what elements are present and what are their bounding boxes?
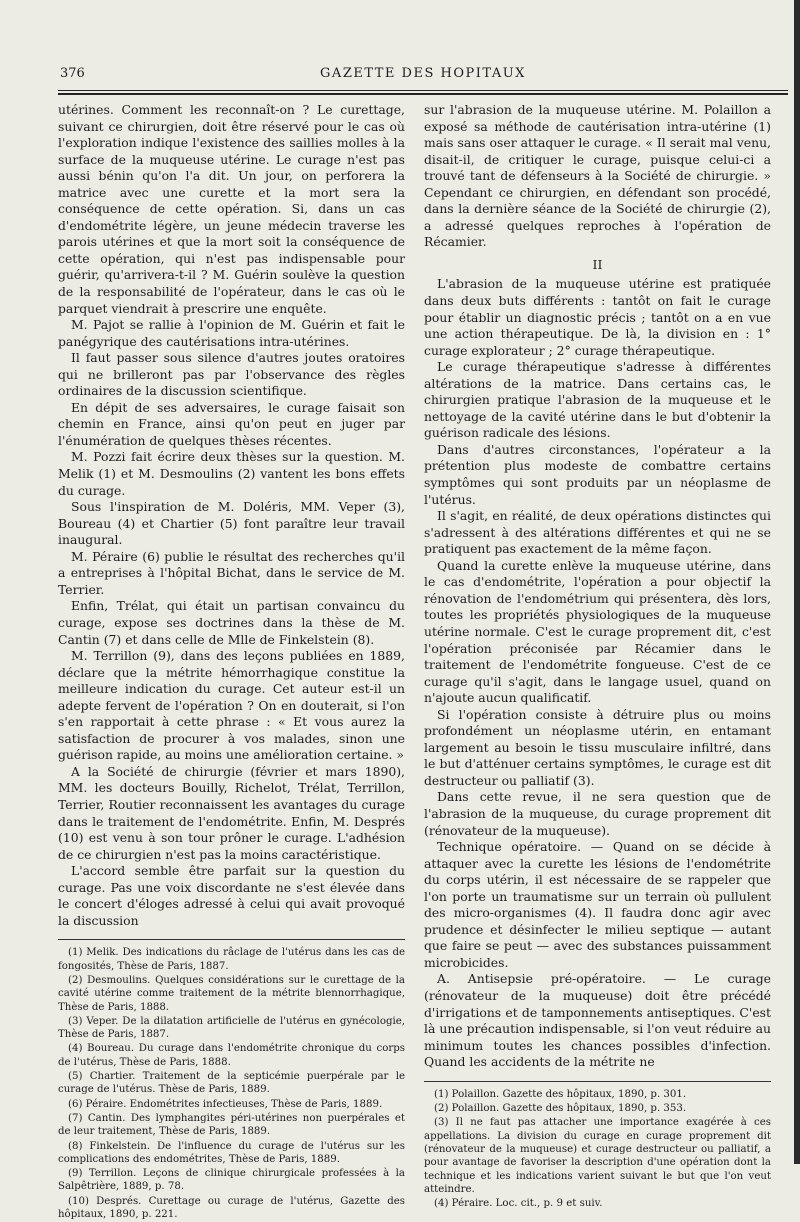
right-column [424,102,771,1211]
footnote: (10) Després. Curettage ou curage de l'utérus, Gazette des hôpitaux, 1890, p. 221. [58,1195,405,1220]
paragraph: M. Pozzi fait écrire deux thèses sur la question. M. Melik (1) et M. Desmoulins (2) vantent les bons effets du curage. [58,449,405,498]
paragraph: Le curage thérapeutique s'adresse à différentes altérations de la matrice. Dans certains cas, le chirurgien pratique l'abrasion de la muqueuse et le nettoyage de la cavité utérine dans le but d'obtenir la guérison radicale des lésions. [424,359,771,441]
footnote: (5) Chartier. Traitement de la septicémie puerpérale par le curage de l'utérus. Thèse de Paris, 1889. [58,1071,405,1096]
left-column [58,102,405,1222]
paragraph: A la Société de chirurgie (février et mars 1890), MM. les docteurs Bouilly, Richelot, Trélat, Terrillon, Terrier, Routier reconnaissent les avantages du curage dans le traitement de l'endométrite. Enfin, M. Després (10) est venu à son tour prôner le curage. L'adhésion de ce chirurgien n'est pas la moins caractéristique. [58,763,405,862]
footnote: (1) Melik. Des indications du râclage de l'utérus dans les cas de fongosités, Thèse de Paris, 1887. [58,947,405,972]
paragraph: L'abrasion de la muqueuse utérine est pratiquée dans deux buts différents : tantôt on fait le curage pour établir un diagnostic précis ; tantôt on a en vue une action thérapeutique. De là, la division en : 1° curage explorateur ; 2° curage thérapeutique. [424,276,771,358]
footnote: (7) Cantin. Des lymphangites péri-utérines non puerpérales et de leur traitement, Thèse de Paris, 1889. [58,1112,405,1138]
paragraph: M. Péraire (6) publie le résultat des recherches qu'il a entreprises à l'hôpital Bichat, dans le service de M. Terrier. [58,548,405,597]
right-body-top [424,102,771,251]
footnote: (2) Polaillon. Gazette des hôpitaux, 1890, p. 353. [434,1103,687,1115]
paragraph: M. Terrillon (9), dans des leçons publiées en 1889, déclare que la métrite hémorrhagique constitue la meilleure indication du curage. Cet auteur est-il un adepte fervent de l'opération ? On en douterait, si l'on s'en rapportait à cette phrase : « Et vous aurez la satisfaction de procurer à vos malades, sinon une guérison rapide, au moins une amélioration certaine. » [58,648,405,763]
right-body [424,276,771,1070]
footnote-rule [424,1081,771,1082]
paragraph: Dans cette revue, il ne sera question que de l'abrasion de la muqueuse, du curage proprement dit (rénovateur de la muqueuse). [424,789,771,838]
footnote: (4) Péraire. Loc. cit., p. 9 et suiv. [434,1198,603,1210]
footnote: (3) Il ne faut pas attacher une importance exagérée à ces appellations. La division du curage en curage proprement dit (rénovateur de la muqueuse) et curage destructeur ou palliatif, a pour avantage de favoriser la description d'une opération dont la technique et les indications varient suivant le but que l'on veut atteindre. [424,1117,771,1195]
paragraph: M. Pajot se rallie à l'opinion de M. Guérin et fait le panégyrique des cautérisations intra-utérines. [58,317,405,349]
footnote-rule [58,939,405,940]
paragraph: Il faut passer sous silence d'autres joutes oratoires qui ne brilleront pas par l'observance des règles ordinaires de la discussion scientifique. [58,350,405,399]
footnote: (8) Finkelstein. De l'influence du curage de l'utérus sur les complications des endométrites, Thèse de Paris, 1889. [58,1140,405,1165]
paragraph: Si l'opération consiste à détruire plus ou moins profondément un néoplasme utérin, en entamant largement au besoin le tissu musculaire infiltré, dans le but d'atténuer certains symptômes, le curage est dit destructeur ou palliatif (3). [424,706,771,788]
page-number: 376 [60,66,85,81]
paragraph: sur l'abrasion de la muqueuse utérine. M. Polaillon a exposé sa méthode de cautérisation intra-utérine (1) mais sans oser attaquer le curage. « Il serait mal venu, disait-il, de critiquer le curage, puisque celui-ci a trouvé tant de défenseurs à la Société de chirurgie. » Cependant ce chirurgien, en défendant son procédé, dans la dernière séance de la Société de chirurgie (2), a adressé quelques reproches à l'opération de Récamier. [424,102,771,250]
paragraph: Sous l'inspiration de M. Doléris, MM. Veper (3), Boureau (4) et Chartier (5) font paraître leur travail inaugural. [58,499,405,548]
section-numeral: II [592,256,603,272]
footnote: (1) Polaillon. Gazette des hôpitaux, 1890, p. 301. [434,1088,687,1100]
paragraph: Quand la curette enlève la muqueuse utérine, dans le cas d'endométrite, l'opération a pour objectif la rénovation de l'endométrium qui présentera, dès lors, toutes les propriétés physiologiques de la muqueuse utérine normale. C'est le curage proprement dit, c'est l'opération préconisée par Récamier dans le traitement de l'endométrite fongueuse. C'est de ce curage qu'il s'agit, dans le langage usuel, quand on n'ajoute aucun qualificatif. [424,557,771,706]
paragraph: En dépit de ses adversaires, le curage faisait son chemin en France, ainsi qu'on peut en juger par l'énumération de quelques thèses récentes. [58,399,405,448]
header-rule [58,90,788,91]
right-footnotes [424,1088,771,1211]
paragraph: Technique opératoire. — Quand on se décide à attaquer avec la curette les lésions de l'endométrite du corps utérin, il est nécessaire de se rappeler que l'on porte un traumatisme sur un terrain où pullulent des micro-organismes (4). Il faudra donc agir avec prudence et désinfecter le milieu septique — autant que faire se peut — avec des substances puissamment microbicides. [424,839,771,970]
paragraph: Enfin, Trélat, qui était un partisan convaincu du curage, expose ses doctrines dans la thèse de M. Cantin (7) et dans celle de Mlle de Finkelstein (8). [58,598,405,647]
footnote: (3) Veper. De la dilatation artificielle de l'utérus en gynécologie, Thèse de Paris, 1887. [58,1015,405,1041]
running-header [60,66,786,86]
page-edge [794,0,800,1164]
journal-title: GAZETTE DES HOPITAUX [320,66,526,81]
header-rule-thick [58,93,788,95]
left-footnotes [58,946,405,1221]
footnote: (2) Desmoulins. Quelques considérations sur le curettage de la cavité utérine comme traitement de la métrite blennorrhagique, Thèse de Paris, 1888. [58,974,405,1013]
paragraph: utérines. Comment les reconnaît-on ? Le curettage, suivant ce chirurgien, doit être réservé pour le cas où l'exploration indique l'existence des saillies molles à la surface de la muqueuse utérine. Le curage n'est pas aussi bénin qu'on l'a dit. Un jour, on perforera la matrice avec une curette et la mort sera la conséquence de cette opération. Si, dans un cas d'endométrite légère, un jeune médecin traverse les parois utérines et que la mort soit la conséquence de cette opération, qui n'est pas indispensable pour guérir, qu'arrivera-t-il ? M. Guérin soulève la question de la responsabilité de l'opérateur, dans le cas où le parquet viendrait à prescrire une enquête. [58,102,405,316]
footnote: (9) Terrillon. Leçons de clinique chirurgicale professées à la Salpêtrière, 1889, p. 78. [58,1168,405,1193]
paragraph: Il s'agit, en réalité, de deux opérations distinctes qui s'adressent à des altérations différentes et qui ne se pratiquent pas exactement de la même façon. [424,508,771,557]
footnote: (4) Boureau. Du curage dans l'endométrite chronique du corps de l'utérus, Thèse de Paris, 1888. [58,1043,405,1068]
paragraph: A. Antisepsie pré-opératoire. — Le curage (rénovateur de la muqueuse) doit être précédé d'irrigations et de tamponnements antiseptiques. C'est là une précaution indispensable, si l'on veut réduire au minimum toutes les chances possibles d'infection. Quand les accidents de la métrite ne [424,971,771,1070]
paragraph: Dans d'autres circonstances, l'opérateur a la prétention plus modeste de combattre certains symptômes qui sont produits par un néoplasme de l'utérus. [424,441,771,507]
left-body [58,102,405,929]
paragraph: L'accord semble être parfait sur la question du curage. Pas une voix discordante ne s'est élevée dans le concert d'éloges adressé à celui qui avait provoqué la discussion [58,863,405,928]
footnote: (6) Péraire. Endométrites infectieuses, Thèse de Paris, 1889. [68,1098,383,1110]
